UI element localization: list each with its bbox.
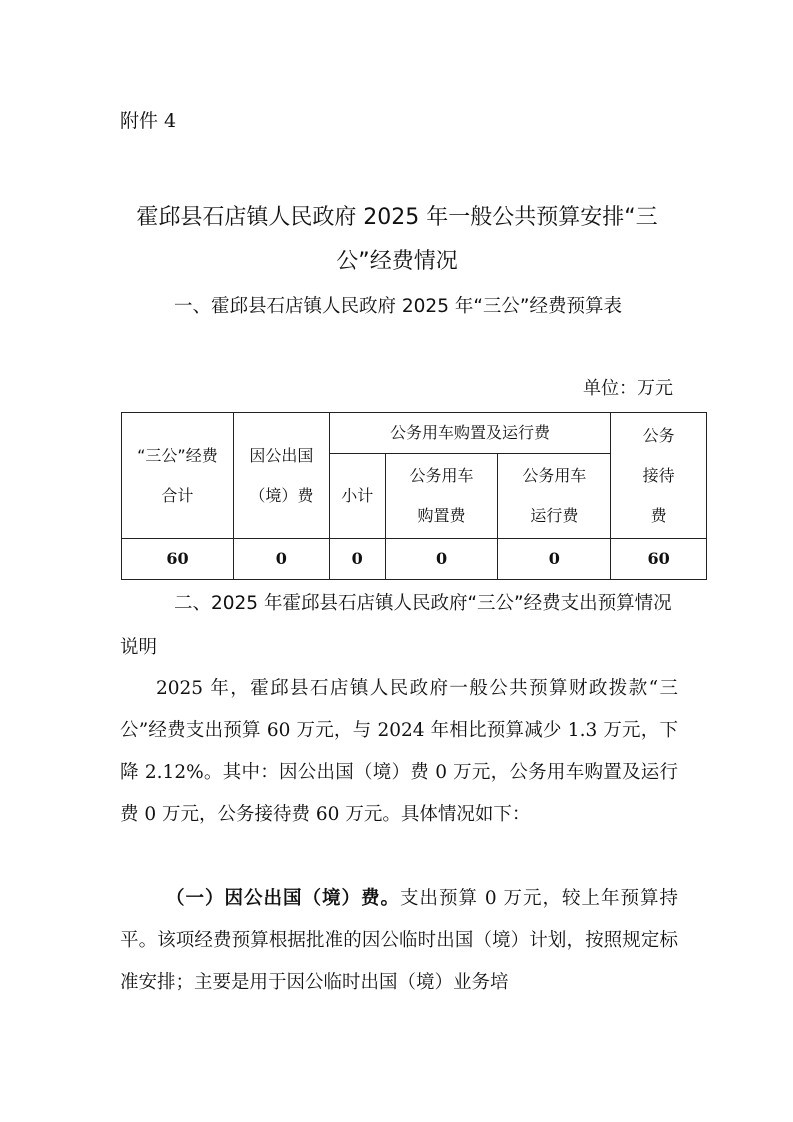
annex-label: 附件 4 <box>120 110 177 132</box>
budget-table <box>121 412 707 580</box>
header-vehicle-group: 公务用车购置及运行费 <box>329 413 610 454</box>
value-vehicle-purchase: 0 <box>385 539 498 580</box>
header-vehicle-operation: 公务用车运行费 <box>498 454 611 539</box>
paragraph-abroad <box>120 878 678 1004</box>
paragraph-summary: 2025 年，霍邱县石店镇人民政府一般公共预算财政拨款“三公”经费支出预算 60 万元，与 2024 年相比预算减少 1.3 万元，下降 2.12%。其中：因公出国（境）费 0 万元，公务用车购置及运行费 0 万元，公务接待费 60 万元。具体情况如下： <box>120 678 678 825</box>
page-title: 霍邱县石店镇人民政府 2025 年一般公共预算安排“三公”经费情况 <box>136 205 658 274</box>
header-subtotal: 小计 <box>329 454 385 539</box>
table-header-row <box>122 413 707 454</box>
value-abroad: 0 <box>233 539 329 580</box>
section2-heading: 二、2025 年霍邱县石店镇人民政府“三公”经费支出预算情况说明 <box>120 593 672 658</box>
header-reception: 公务接待费 <box>611 413 707 539</box>
section1-heading: 一、霍邱县石店镇人民政府 2025 年“三公”经费预算表 <box>174 296 623 317</box>
header-total: “三公”经费合计 <box>122 413 234 539</box>
paragraph-abroad-lead: （一）因公出国（境）费。 <box>166 888 400 909</box>
value-total: 60 <box>122 539 234 580</box>
table-row <box>122 539 707 580</box>
value-reception: 60 <box>611 539 707 580</box>
value-vehicle-operation: 0 <box>498 539 611 580</box>
unit-label: 单位：万元 <box>583 378 673 399</box>
value-subtotal: 0 <box>329 539 385 580</box>
header-vehicle-purchase: 公务用车购置费 <box>385 454 498 539</box>
paragraph-abroad-body: 支出预算 0 万元，较上年预算持平。该项经费预算根据批准的因公临时出国（境）计划，按照规定标准安排；主要是用于因公临时出国（境）业务培 <box>120 888 678 993</box>
header-abroad: 因公出国（境）费 <box>233 413 329 539</box>
